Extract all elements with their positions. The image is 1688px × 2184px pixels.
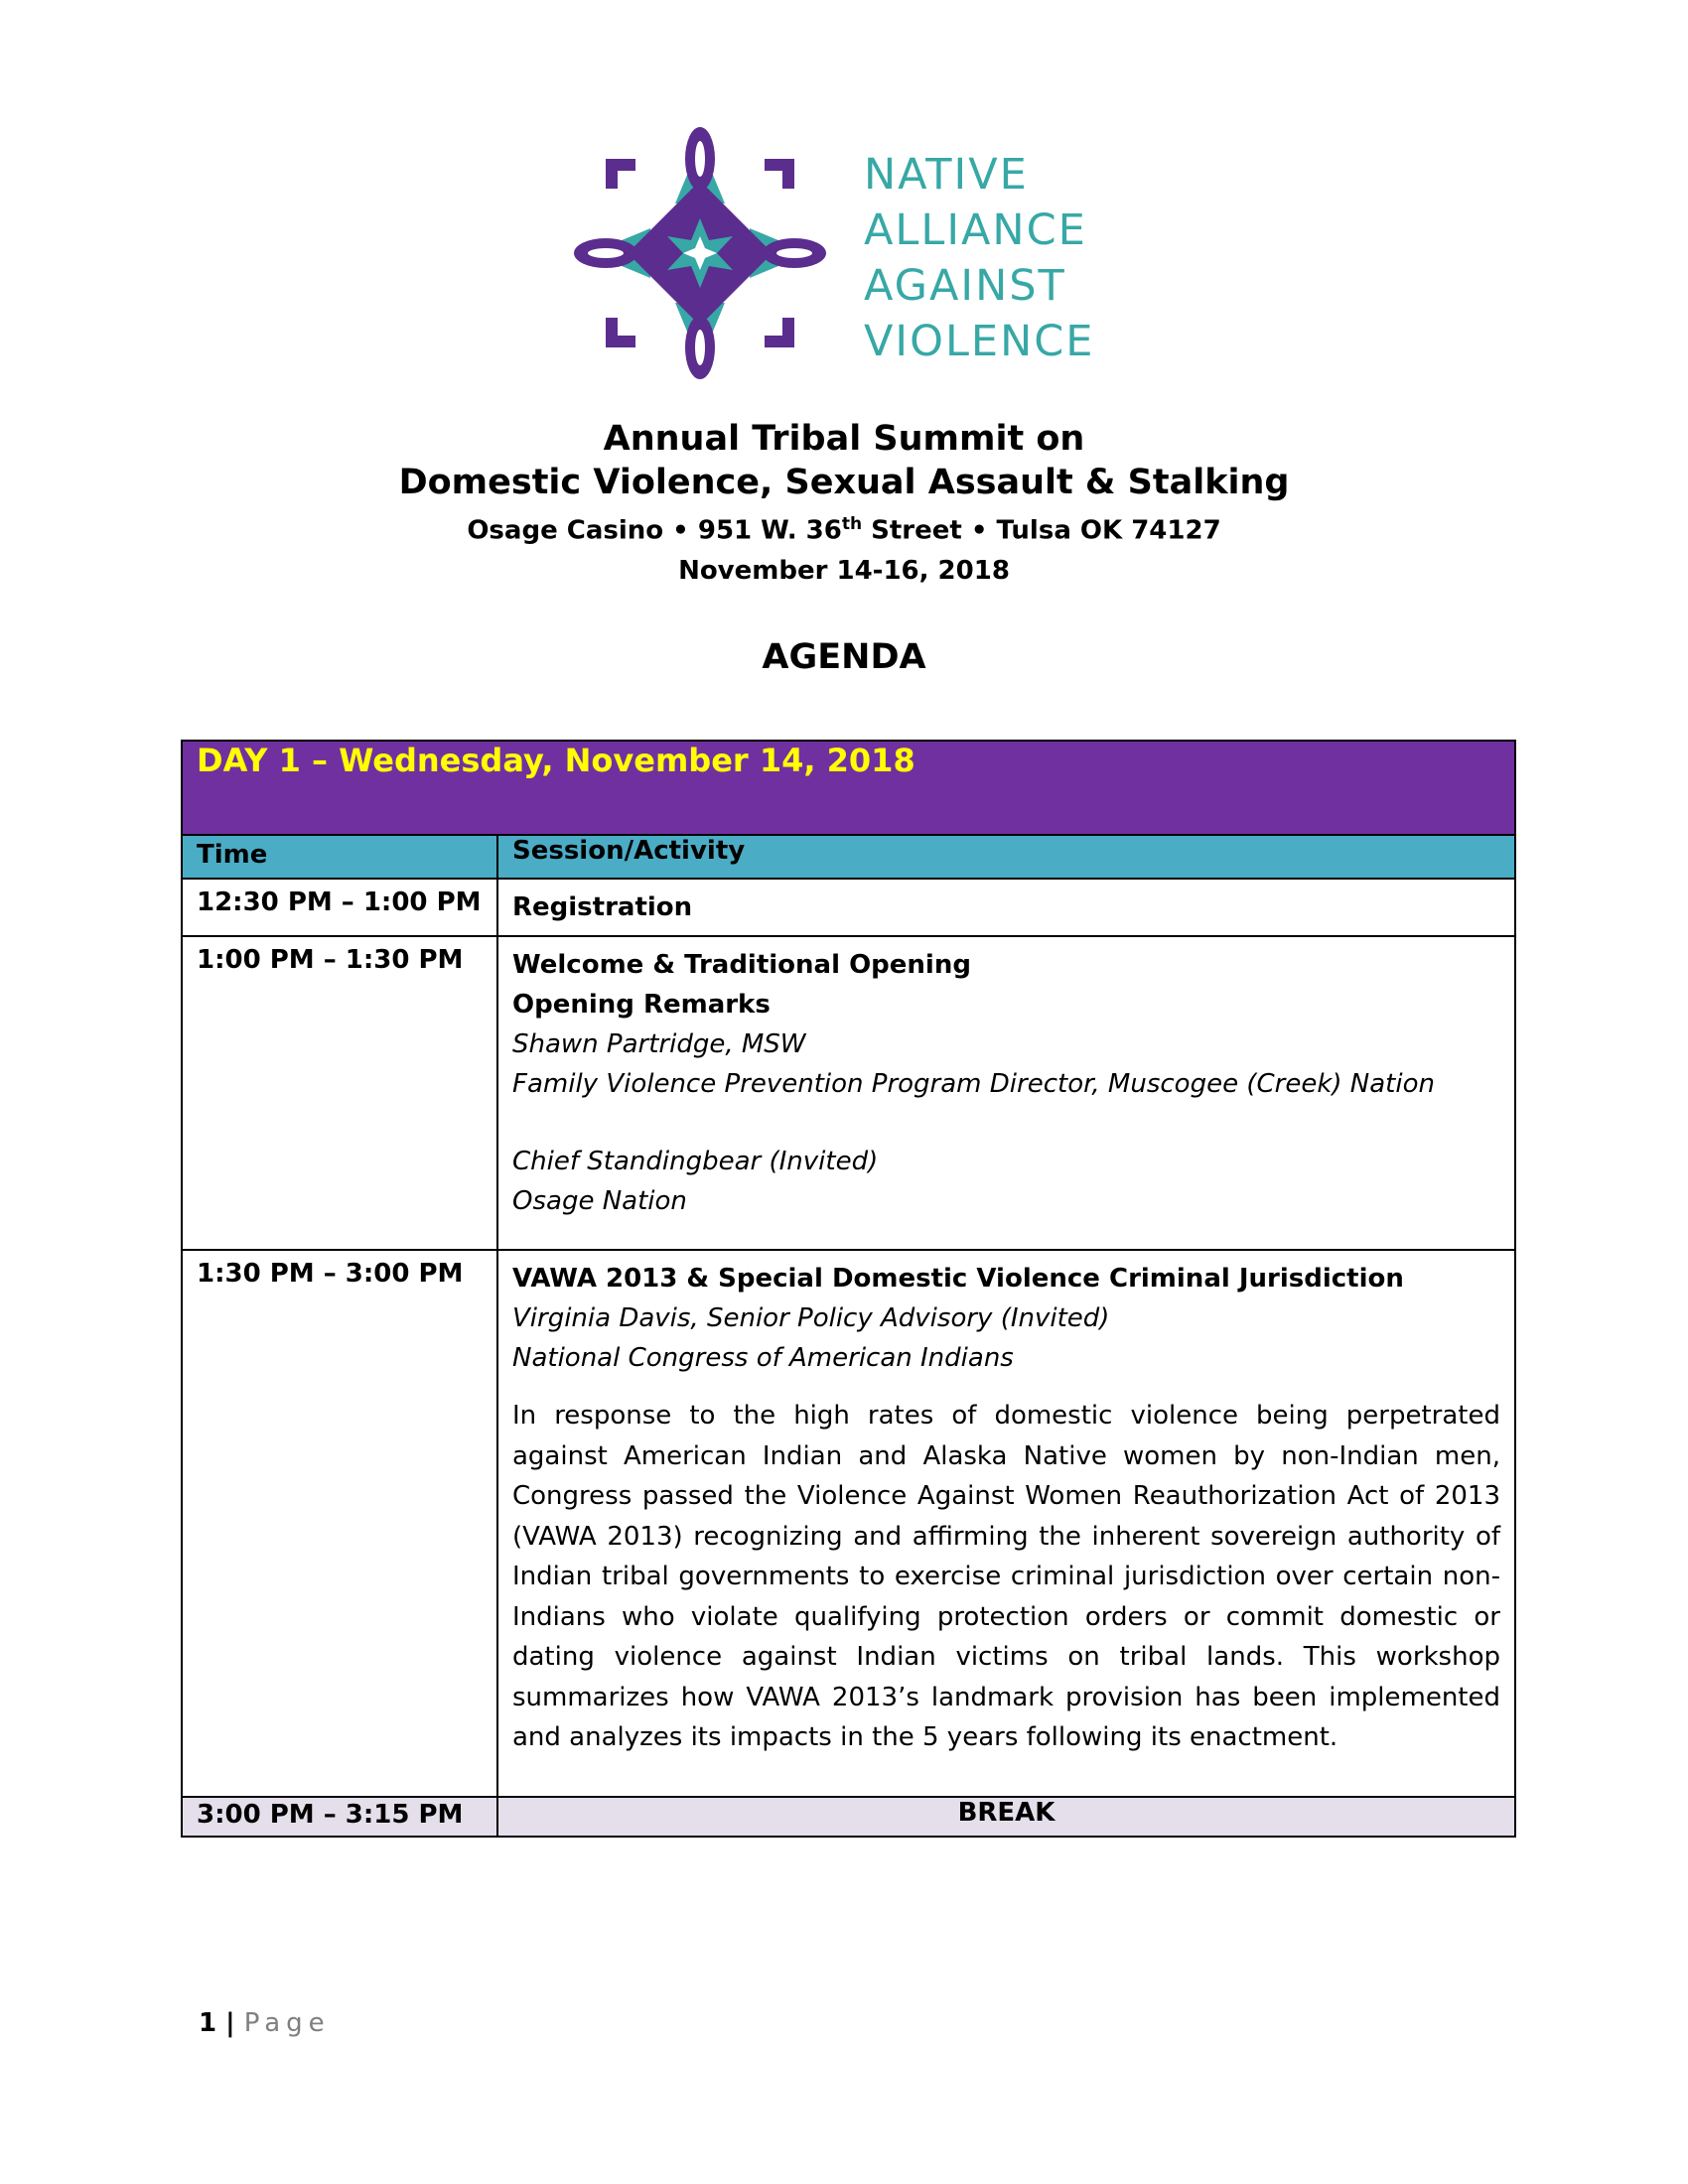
session-column-header: Session/Activity — [497, 835, 1515, 879]
page-label: Page — [243, 2008, 331, 2038]
speaker-name: Virginia Davis, Senior Policy Advisory (Invited) — [512, 1303, 1110, 1333]
title-line-2: Domestic Violence, Sexual Assault & Stalking — [398, 463, 1290, 502]
speaker-organization: Family Violence Prevention Program Director, Muscogee (Creek) Nation — [512, 1069, 1435, 1099]
venue-address: Osage Casino • 951 W. 36th Street • Tulsa OK 74127 — [467, 514, 1221, 546]
page-number: 1 — [199, 2008, 217, 2038]
star-quilt-logo-icon — [566, 119, 834, 387]
break-label: BREAK — [497, 1797, 1515, 1837]
session-description: In response to the high rates of domestic violence being perpetrated against American Indian and Alaska Native women by non-Indian men, Congress passed the Violence Against Women Reauthorization Act of 2013 (VAWA 2013) recognizing and affirming the inherent sovereign authority of Indian tribal governments to exercise criminal jurisdiction over certain non-Indians who violate qualifying protection orders or commit domestic or dating violence against Indian victims on tribal lands. This workshop summarizes how VAWA 2013’s landmark provision has been implemented and analyzes its impacts in the 5 years following its enactment. — [512, 1401, 1500, 1752]
document-header — [0, 417, 1688, 591]
session-subtitle: Opening Remarks — [512, 990, 771, 1020]
title-line-1: Annual Tribal Summit on — [603, 419, 1085, 459]
logo-line: AGAINST — [864, 261, 1066, 311]
session-title: VAWA 2013 & Special Domestic Violence Criminal Jurisdiction — [512, 1264, 1404, 1294]
column-header-row — [182, 835, 1515, 879]
session-time: 12:30 PM – 1:00 PM — [182, 879, 497, 936]
logo-wordmark — [864, 147, 1122, 369]
table-row — [182, 936, 1515, 1250]
speaker-name: Chief Standingbear (Invited) — [512, 1147, 879, 1176]
session-title: Registration — [512, 892, 693, 922]
agenda-table — [181, 740, 1516, 1838]
table-row — [182, 1250, 1515, 1797]
logo-line: ALLIANCE — [864, 205, 1087, 255]
day-header-row — [182, 741, 1515, 835]
session-title: Welcome & Traditional Opening — [512, 950, 971, 980]
break-row — [182, 1797, 1515, 1837]
speaker-name: Shawn Partridge, MSW — [512, 1029, 806, 1059]
session-time: 1:00 PM – 1:30 PM — [182, 936, 497, 1250]
day-title: DAY 1 – Wednesday, November 14, 2018 — [182, 741, 1515, 835]
time-column-header: Time — [182, 835, 497, 879]
agenda-heading: AGENDA — [762, 637, 926, 677]
session-time: 1:30 PM – 3:00 PM — [182, 1250, 497, 1797]
speaker-organization: National Congress of American Indians — [512, 1343, 1014, 1373]
event-dates: November 14-16, 2018 — [678, 555, 1010, 586]
page-footer — [199, 2008, 331, 2038]
footer-separator: | — [216, 2008, 244, 2038]
organization-logo — [566, 119, 1122, 387]
session-time: 3:00 PM – 3:15 PM — [182, 1797, 497, 1837]
speaker-organization: Osage Nation — [512, 1186, 687, 1216]
table-row — [182, 879, 1515, 936]
logo-line: VIOLENCE — [864, 317, 1095, 366]
logo-line: NATIVE — [864, 150, 1029, 200]
